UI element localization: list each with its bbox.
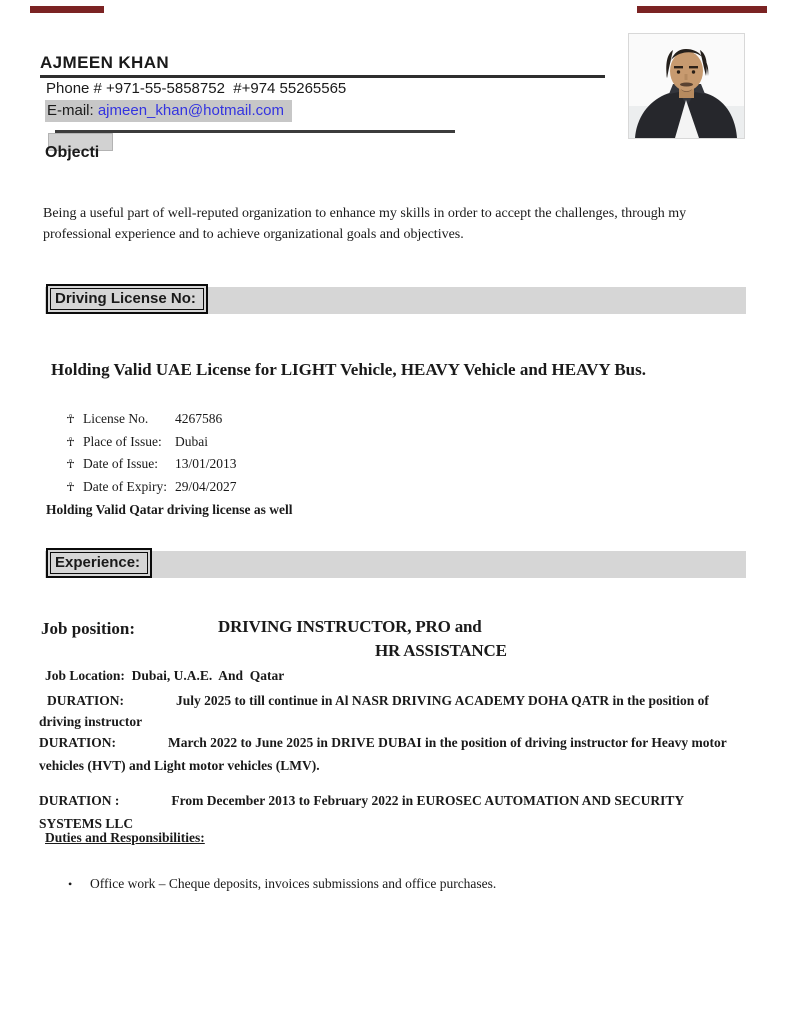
portrait-photo <box>628 33 745 139</box>
driving-license-section-title: Driving License No: <box>50 288 204 310</box>
duration-text: March 2022 to June 2025 in DRIVE DUBAI in the position of driving instructor for Heavy motor vehicles (HVT) and Light motor vehicles (LMV). <box>39 735 727 773</box>
duration-label: DURATION: <box>47 693 124 708</box>
license-details-list <box>66 411 237 501</box>
duration-entry <box>39 731 745 777</box>
duration-entry <box>39 789 745 835</box>
duty-text: Office work – Cheque deposits, invoices submissions and office purchases. <box>90 876 497 891</box>
job-location: Job Location: Dubai, U.A.E. And Qatar <box>45 668 285 683</box>
job-position-label: Job position: <box>41 619 135 638</box>
top-right-mark <box>637 6 767 13</box>
duration-text: From December 2013 to February 2022 in EUROSEC AUTOMATION AND SECURITY SYSTEMS LLC <box>39 793 684 831</box>
phone-line: Phone # +971-55-5858752 #+974 55265565 <box>46 80 347 97</box>
duration-text: July 2025 to till continue in Al NASR DRIVING ACADEMY DOHA QATR in the position of driving instructor <box>39 693 709 729</box>
job-position-value <box>218 617 598 661</box>
driving-license-section-box <box>46 284 208 314</box>
portrait-illustration <box>629 34 744 138</box>
email-label: E-mail: <box>47 102 98 119</box>
header-divider-rule <box>55 130 455 133</box>
list-item <box>66 411 237 434</box>
qatar-license-note: Holding Valid Qatar driving license as well <box>46 502 293 517</box>
list-item <box>66 434 237 457</box>
list-item <box>66 479 237 502</box>
license-item-label: License No. <box>83 411 149 426</box>
uae-license-heading: Holding Valid UAE License for LIGHT Vehicle, HEAVY Vehicle and HEAVY Bus. <box>51 360 646 379</box>
license-item-label: Place of Issue: <box>83 433 162 449</box>
job-position-line2: HR ASSISTANCE <box>375 641 507 660</box>
dot-bullet-icon: • <box>68 877 73 891</box>
email-line <box>45 100 292 122</box>
license-item-label: Date of Issue: <box>83 456 158 471</box>
duty-item <box>68 876 496 892</box>
name-underline-rule <box>40 75 605 78</box>
candidate-name: AJMEEN KHAN <box>40 53 170 72</box>
objective-heading: Objecti <box>45 144 100 161</box>
experience-section-box <box>46 548 152 578</box>
license-item-value: 29/04/2027 <box>175 478 237 494</box>
cross-bullet-icon: ☥ <box>66 434 75 449</box>
job-position-line1: DRIVING INSTRUCTOR, PRO and <box>218 617 482 636</box>
duties-heading: Duties and Responsibilities: <box>45 830 205 845</box>
cross-bullet-icon: ☥ <box>66 479 75 494</box>
license-item-value: 4267586 <box>175 411 223 426</box>
cross-bullet-icon: ☥ <box>66 457 75 471</box>
objective-paragraph: Being a useful part of well-reputed organization to enhance my skills in order to accept the challenges, through my professional experience and to achieve organizational goals and objectives. <box>43 206 687 242</box>
email-link[interactable]: ajmeen_khan@hotmail.com <box>97 102 284 119</box>
duration-label: DURATION : <box>39 793 120 808</box>
experience-section-title: Experience: <box>50 552 148 574</box>
list-item <box>66 456 237 479</box>
cross-bullet-icon: ☥ <box>66 412 75 426</box>
license-item-value: Dubai <box>175 433 208 449</box>
top-left-mark <box>30 6 104 13</box>
duration-label: DURATION: <box>39 735 116 750</box>
license-item-value: 13/01/2013 <box>175 456 237 471</box>
duration-entry <box>39 690 745 732</box>
license-item-label: Date of Expiry: <box>83 478 167 494</box>
